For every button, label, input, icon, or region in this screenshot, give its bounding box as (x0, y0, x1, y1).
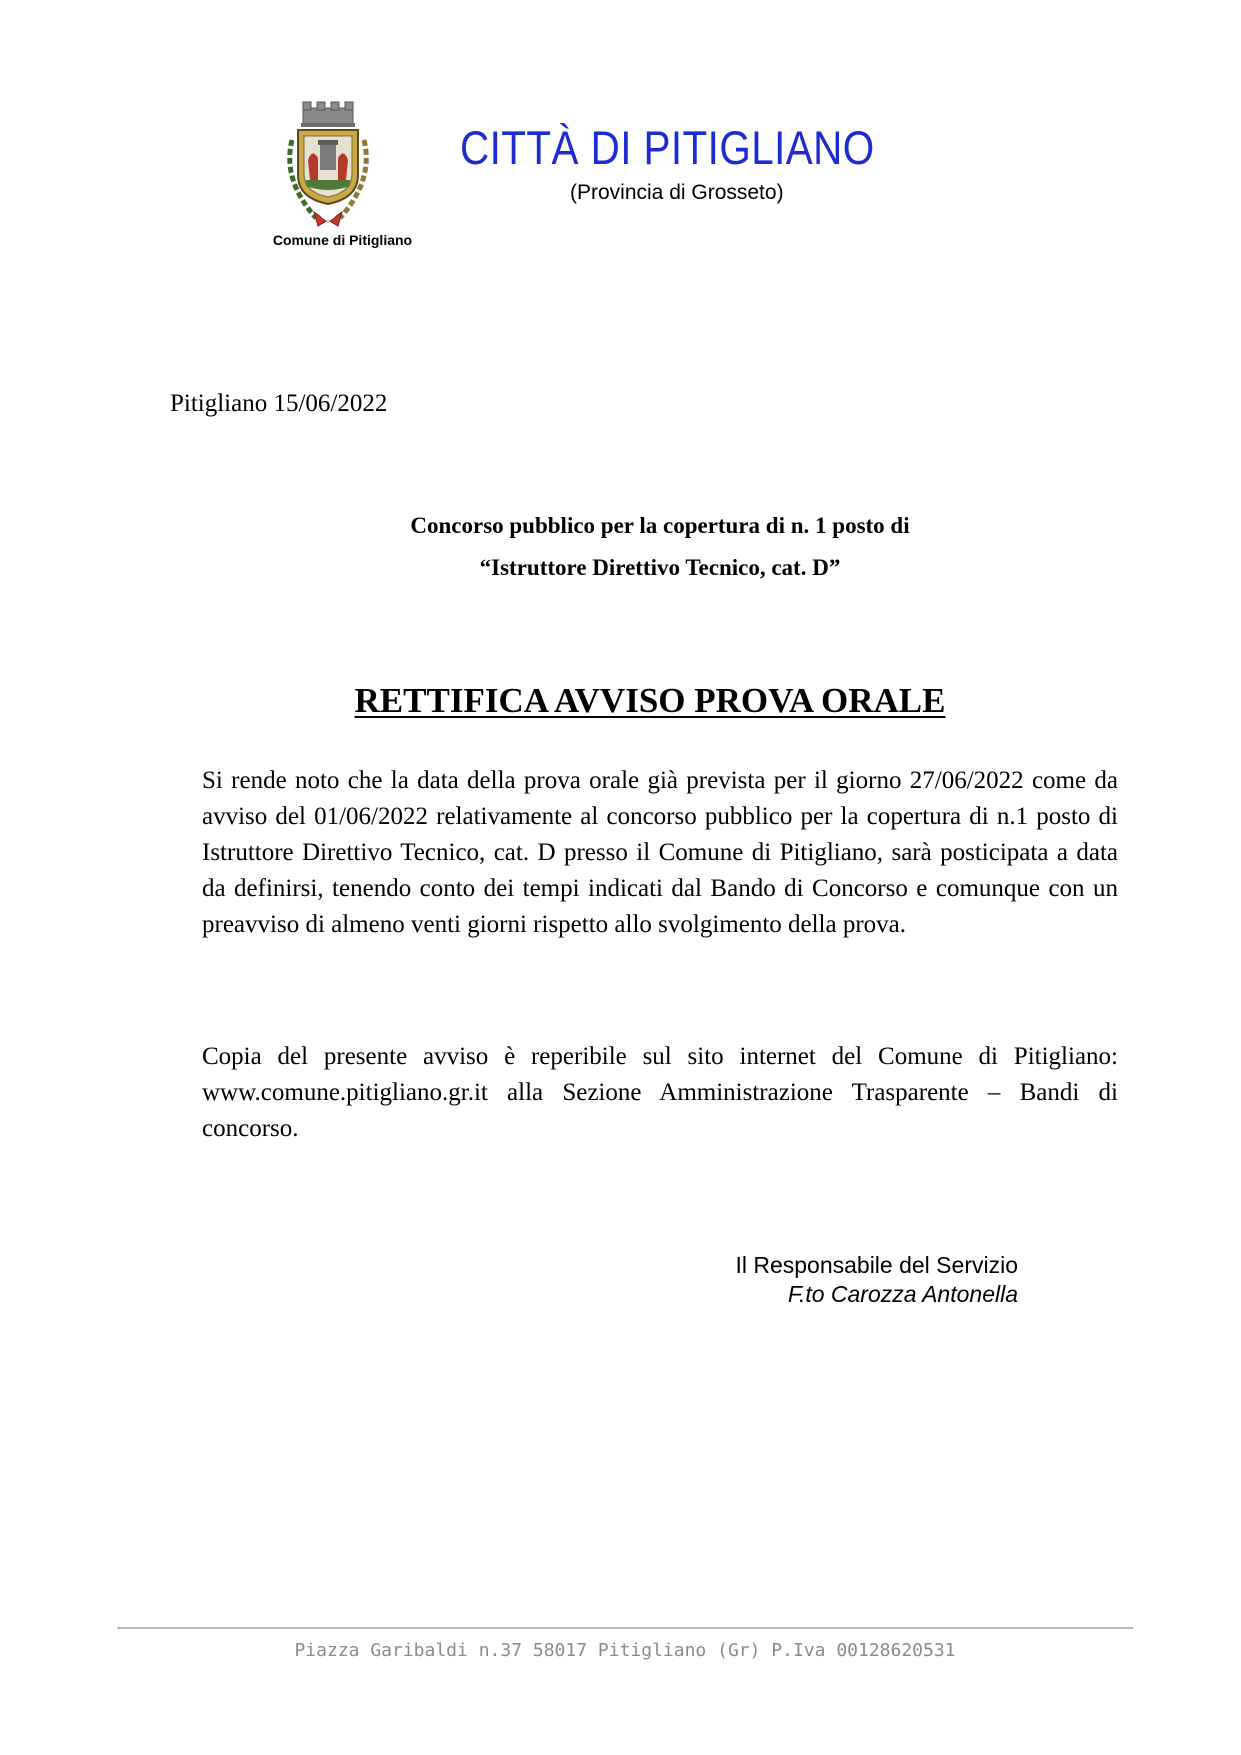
subject-line-2: “Istruttore Direttivo Tecnico, cat. D” (479, 555, 841, 580)
signature-name: F.to Carozza Antonella (787, 1281, 1018, 1307)
subject-line-1: Concorso pubblico per la copertura di n. 1 posto di (410, 513, 910, 538)
coat-of-arms-icon (268, 100, 388, 230)
footer-divider (117, 1627, 1133, 1629)
place-date: Pitigliano 15/06/2022 (170, 390, 388, 417)
signature-role: Il Responsabile del Servizio (735, 1252, 1018, 1278)
province-subtitle: (Provincia di Grosseto) (570, 181, 784, 204)
crest-caption: Comune di Pitigliano (272, 232, 413, 248)
notice-paragraph-2: Copia del presente avviso è reperibile sul sito internet del Comune di Pitigliano: www.comune.pitigliano.gr.it alla Sezione Amministrazione Trasparente – Bandi di concorso. (202, 1043, 1118, 1142)
notice-paragraph-1: Si rende noto che la data della prova orale già prevista per il giorno 27/06/2022 come da avviso del 01/06/2022 relativamente al concorso pubblico per la copertura di n.1 posto di Istruttore Direttivo Tecnico, cat. D presso il Comune di Pitigliano, sarà posticipata a data da definirsi, tenendo conto dei tempi indicati dal Bando di Concorso e comunque con un preavviso di almeno venti giorni rispetto allo svolgimento della prova. (202, 767, 1118, 938)
subject-block (300, 505, 1020, 589)
city-title: CITTÀ DI PITIGLIANO (460, 121, 875, 174)
notice-heading: RETTIFICA AVVISO PROVA ORALE (354, 681, 946, 720)
footer-address: Piazza Garibaldi n.37 58017 Pitigliano (Gr) P.Iva 00128620531 (294, 1640, 956, 1661)
